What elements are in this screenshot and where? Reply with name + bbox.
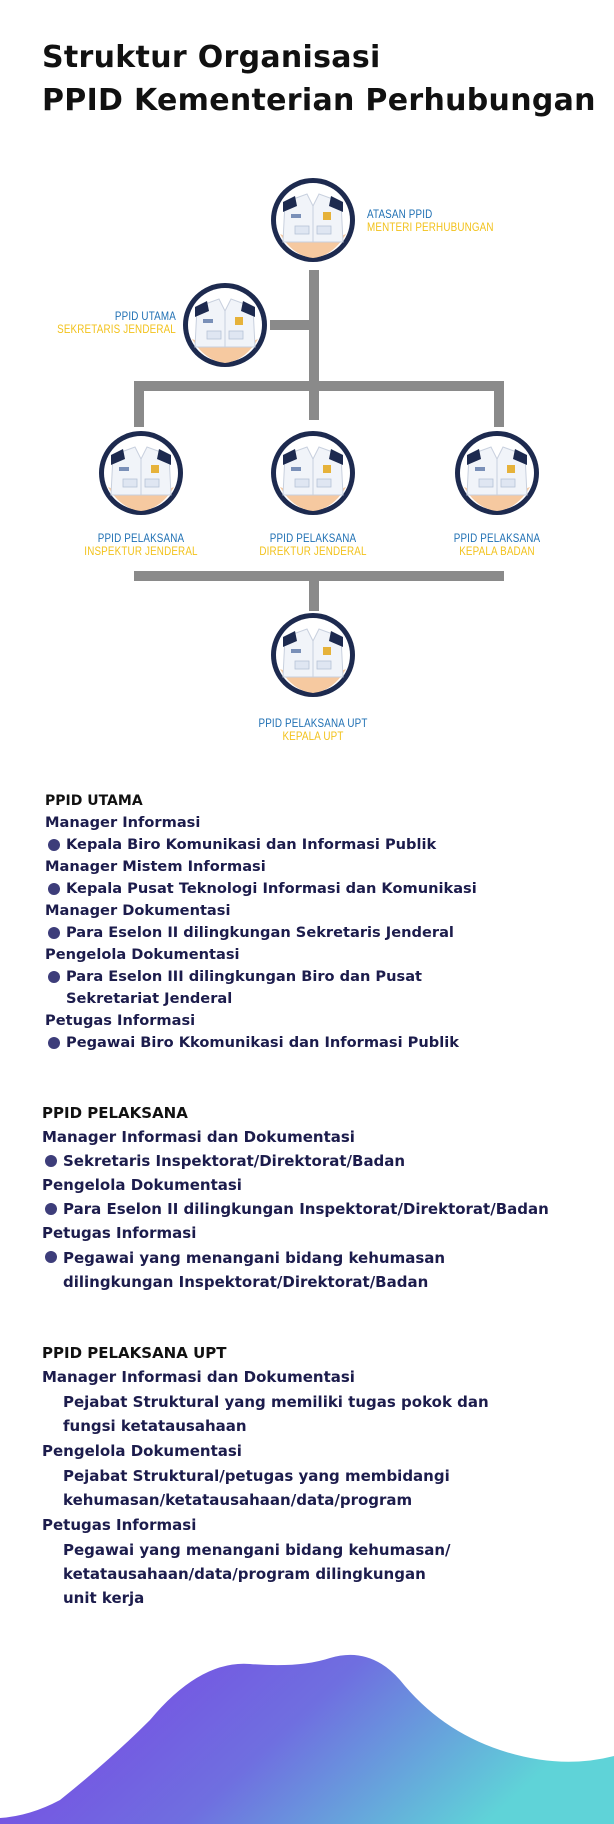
node-upt-name: KEPALA UPT <box>282 729 344 743</box>
node-pelaksana-1-name: INSPEKTUR JENDERAL <box>84 544 198 558</box>
node-upt-label <box>231 717 395 743</box>
group-title: Manager Mistem Informasi <box>45 858 266 875</box>
group-title: Pengelola Dokumentasi <box>42 1442 242 1460</box>
list-item-text: Kepala Pusat Teknologi Informasi dan Komunikasi <box>66 880 477 897</box>
bullet-icon <box>48 1037 60 1049</box>
node-atasan-name: MENTERI PERHUBUNGAN <box>367 220 494 234</box>
group-title: Manager Informasi <box>45 814 201 831</box>
bullet-icon <box>48 883 60 895</box>
list-item-text: Para Eselon II dilingkungan Inspektorat/Direktorat/Badan <box>63 1200 549 1218</box>
node-pelaksana-3-label <box>431 532 562 558</box>
node-pelaksana-2-role: PPID PELAKSANA <box>269 531 357 545</box>
bullet-icon <box>48 839 60 851</box>
section-ppid-pelaksana <box>42 1102 549 1294</box>
section-ppid-utama <box>45 790 477 1054</box>
node-atasan-role: ATASAN PPID <box>367 207 433 221</box>
list-item <box>42 1538 489 1610</box>
section-heading: PPID UTAMA <box>45 793 143 809</box>
bullet-icon <box>45 1251 57 1263</box>
node-pelaksana-2-name: DIREKTUR JENDERAL <box>259 544 367 558</box>
list-item-text: Kepala Biro Komunikasi dan Informasi Publik <box>66 836 437 853</box>
list-item-text: Para Eselon II dilingkungan Sekretaris Jenderal <box>66 924 454 941</box>
group-title: Pengelola Dokumentasi <box>45 946 240 963</box>
bullet-icon <box>48 971 60 983</box>
node-pelaksana-3-name: KEPALA BADAN <box>459 544 535 558</box>
list-item <box>42 1198 549 1220</box>
node-pelaksana-2-label <box>247 532 378 558</box>
node-pelaksana-1-label <box>75 532 206 558</box>
list-item <box>45 834 477 856</box>
list-item <box>45 1032 477 1054</box>
page-title-line1: Struktur Organisasi <box>42 40 381 75</box>
group-title: Petugas Informasi <box>42 1516 197 1534</box>
node-upt-role: PPID PELAKSANA UPT <box>258 716 368 730</box>
node-utama-role: PPID UTAMA <box>114 309 176 323</box>
list-item <box>42 1246 549 1294</box>
list-item <box>42 1464 489 1512</box>
bullet-icon <box>45 1155 57 1167</box>
list-item-text: Pejabat Struktural yang memiliki tugas pokok dan fungsi ketatausahaan <box>63 1393 489 1435</box>
section-heading: PPID PELAKSANA <box>42 1104 188 1122</box>
group-title: Petugas Informasi <box>42 1224 197 1242</box>
bullet-icon <box>45 1203 57 1215</box>
list-item-text: Para Eselon III dilingkungan Biro dan Pusat Sekretariat Jenderal <box>66 968 423 1007</box>
list-item-text: Pegawai Biro Kkomunikasi dan Informasi Publik <box>66 1034 459 1051</box>
page-title-line2: PPID Kementerian Perhubungan <box>42 83 596 118</box>
bullet-icon <box>48 927 60 939</box>
node-pelaksana-1-uniform-icon <box>99 431 183 515</box>
node-atasan-label <box>367 208 494 234</box>
section-heading: PPID PELAKSANA UPT <box>42 1344 227 1362</box>
group-title: Pengelola Dokumentasi <box>42 1176 242 1194</box>
list-item <box>45 966 477 1010</box>
node-utama-uniform-icon <box>183 283 267 367</box>
list-item-text: Pegawai yang menangani bidang kehumasan/ ketatausahaan/data/program dilingkungan unit kerja <box>63 1541 451 1607</box>
org-chart <box>0 0 614 760</box>
list-item <box>42 1150 549 1172</box>
node-utama-label <box>57 310 176 336</box>
group-title: Petugas Informasi <box>45 1012 196 1029</box>
decorative-wave <box>0 1640 614 1824</box>
section-ppid-pelaksana-upt <box>42 1342 489 1610</box>
node-pelaksana-3-role: PPID PELAKSANA <box>453 531 541 545</box>
list-item <box>45 922 477 944</box>
list-item-text: Pejabat Struktural/petugas yang membidangi kehumasan/ketatausahaan/data/program <box>63 1467 450 1509</box>
node-pelaksana-1-role: PPID PELAKSANA <box>97 531 185 545</box>
group-title: Manager Informasi dan Dokumentasi <box>42 1128 355 1146</box>
list-item <box>45 878 477 900</box>
group-title: Manager Informasi dan Dokumentasi <box>42 1368 355 1386</box>
node-pelaksana-2-uniform-icon <box>271 431 355 515</box>
node-utama-name: SEKRETARIS JENDERAL <box>57 322 176 336</box>
list-item-text: Sekretaris Inspektorat/Direktorat/Badan <box>63 1152 406 1170</box>
list-item <box>42 1390 489 1438</box>
node-pelaksana-3-uniform-icon <box>455 431 539 515</box>
group-title: Manager Dokumentasi <box>45 902 231 919</box>
list-item-text: Pegawai yang menangani bidang kehumasan dilingkungan Inspektorat/Direktorat/Badan <box>63 1249 446 1291</box>
node-atasan-uniform-icon <box>271 178 355 262</box>
node-upt-uniform-icon <box>271 613 355 697</box>
